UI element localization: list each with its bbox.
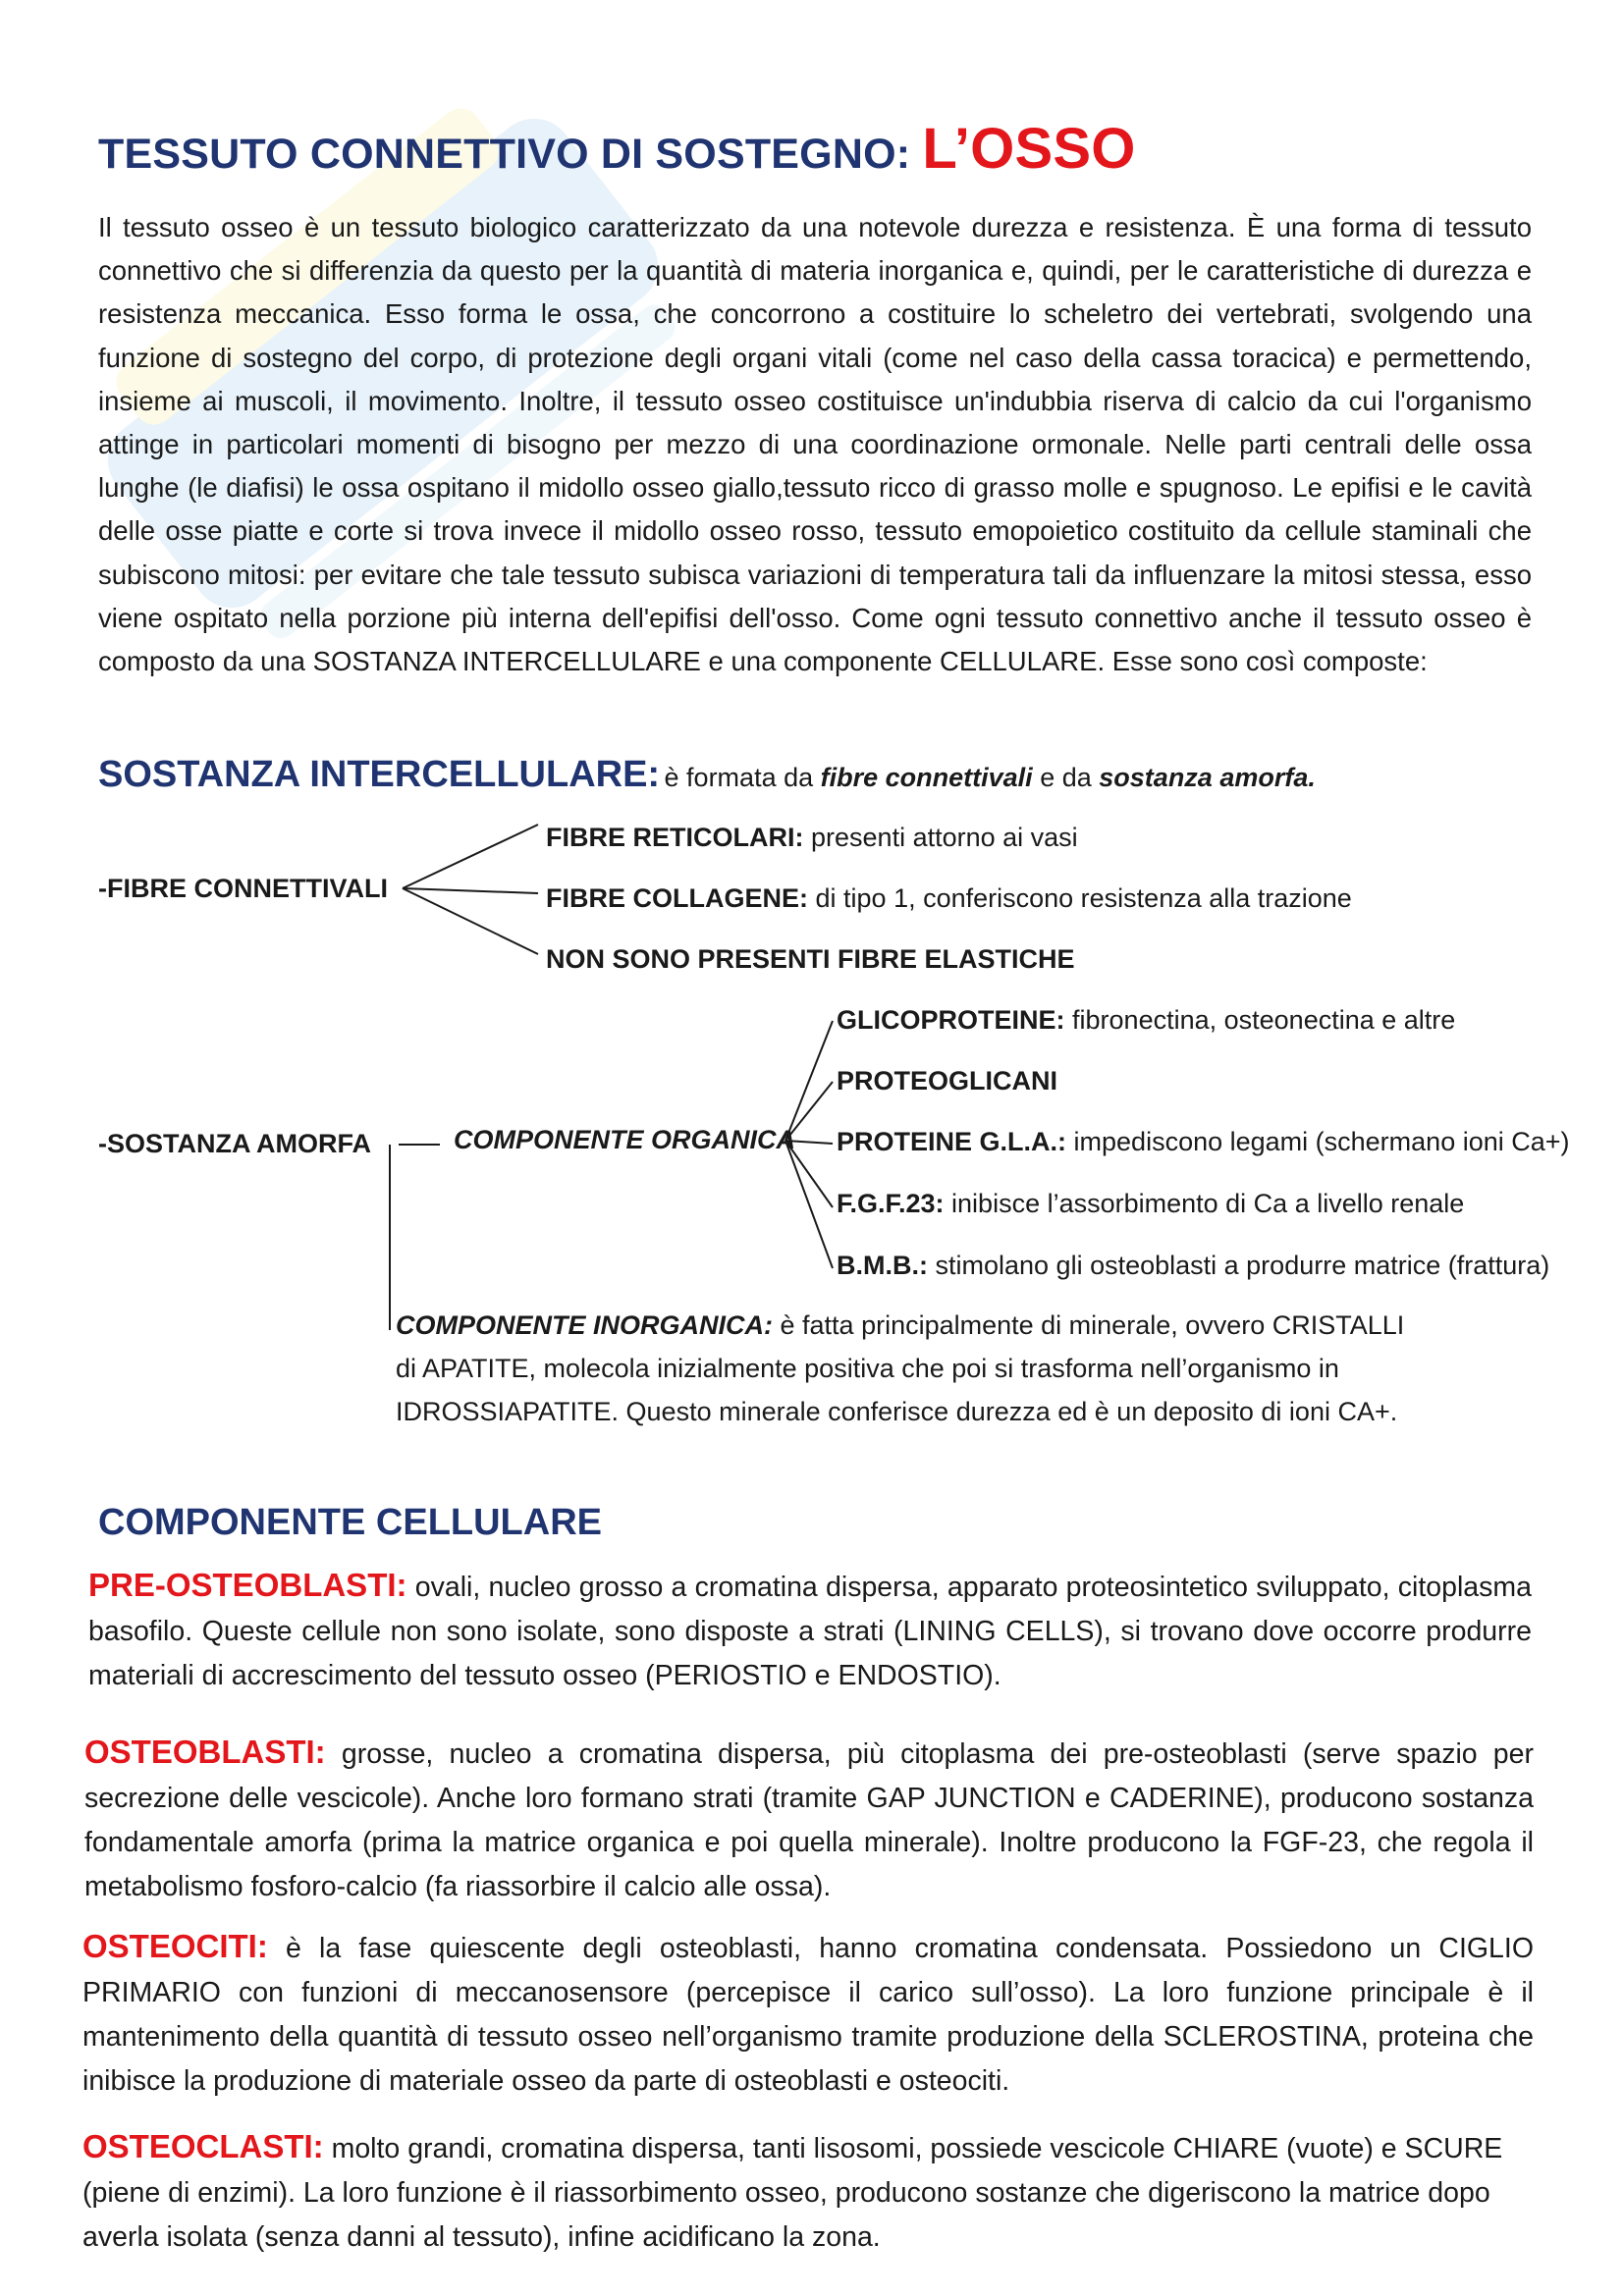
- organic-item-name: GLICOPROTEINE:: [837, 1005, 1065, 1035]
- sub-pre: è formata da: [664, 763, 814, 792]
- organic-item-name: PROTEOGLICANI: [837, 1066, 1058, 1095]
- organic-item: [837, 1251, 1549, 1281]
- cell-osteocytes: [82, 1924, 1534, 2104]
- fiber-item-reticular: [546, 823, 1078, 853]
- sub-mid: e da: [1040, 763, 1092, 792]
- cellular-heading: COMPONENTE CELLULARE: [98, 1502, 602, 1543]
- inorganic-block: [396, 1304, 1407, 1433]
- organic-item: [837, 1066, 1057, 1096]
- cell-name: OSTEOBLASTI:: [84, 1734, 326, 1770]
- inorganic-text: è fatta principalmente di minerale, ovvero CRISTALLI di APATITE, molecola inizialmente positiva che poi si trasforma nell’organismo in IDROSSIAPATITE. Questo minerale conferisce durezza ed è un deposito di ioni CA+.: [396, 1310, 1405, 1426]
- organic-item-desc: impediscono legami (schermano ioni Ca+): [1073, 1127, 1570, 1156]
- intro-paragraph: Il tessuto osseo è un tessuto biologico caratterizzato da una notevole durezza e resistenza. È una forma di tessuto connettivo che si differenzia da questo per la quantità di materia inorganica e, quindi, per le caratteristiche di durezza e resistenza meccanica. Esso forma le ossa, che concorrono a costituire lo scheletro dei vertebrati, svolgendo una funzione di sostegno del corpo, di protezione degli organi vitali (come nel caso della cassa toracica) e permettendo, insieme ai muscoli, il movimento. Inoltre, il tessuto osseo costituisce un'indubbia riserva di calcio da cui l'organismo attinge in particolari momenti di bisogno per mezzo di una coordinazione ormonale. Nelle parti centrali delle ossa lunghe (le diafisi) le ossa ospitano il midollo osseo giallo,tessuto ricco di grasso molle e spugnoso. Le epifisi e le cavità delle osse piatte e corte si trova invece il midollo osseo rosso, tessuto emopoietico costituito da cellule staminali che subiscono mitosi: per evitare che tale tessuto subisca variazioni di temperatura tali da influenzare la mitosi stessa, esso viene ospitato nella porzione più interna dell'epifisi dell'osso. Come ogni tessuto connettivo anche il tessuto osseo è composto da una SOSTANZA INTERCELLULARE e una componente CELLULARE. Esse sono così composte:: [98, 212, 1532, 677]
- cell-name: OSTEOCLASTI:: [82, 2128, 324, 2164]
- sub-amorfa: sostanza amorfa.: [1099, 763, 1316, 792]
- organic-item-name: B.M.B.:: [837, 1251, 928, 1280]
- cell-osteoblasts: [84, 1730, 1534, 1909]
- organic-item-desc: inibisce l’assorbimento di Ca a livello renale: [951, 1189, 1465, 1218]
- cell-pre-osteoblasts: [88, 1563, 1532, 1698]
- organic-label: COMPONENTE ORGANICA: [454, 1125, 796, 1154]
- fiber-item-desc: di tipo 1, conferiscono resistenza alla trazione: [815, 883, 1352, 913]
- cell-name: PRE-OSTEOBLASTI:: [88, 1567, 407, 1603]
- inorganic-label: COMPONENTE INORGANICA:: [396, 1310, 773, 1340]
- amorphous-label: -SOSTANZA AMORFA: [98, 1129, 371, 1158]
- organic-item: [837, 1127, 1570, 1157]
- organic-item: [837, 1189, 1464, 1219]
- fiber-item-name: FIBRE RETICOLARI:: [546, 823, 804, 852]
- sub-fibre: fibre connettivali: [820, 763, 1033, 792]
- fiber-item-elastic: [546, 944, 1075, 975]
- cell-name: OSTEOCITI:: [82, 1928, 268, 1964]
- organic-item: [837, 1005, 1455, 1036]
- fibers-label: -FIBRE CONNETTIVALI: [98, 874, 388, 903]
- fiber-item-collagen: [546, 883, 1352, 914]
- fiber-item-name: NON SONO PRESENTI FIBRE ELASTICHE: [546, 944, 1075, 974]
- cell-text: è la fase quiescente degli osteoblasti, hanno cromatina condensata. Possiedono un CIGLIO PRIMARIO con funzioni di meccanosensore (percepisce il carico sull’osso). La loro funzione principale è il mantenimento della quantità di tessuto osseo nell’organismo tramite produzione della SCLEROSTINA, proteina che inibisce la produzione di materiale osseo da parte di osteoblasti e osteociti.: [82, 1933, 1534, 2097]
- intercellular-heading: SOSTANZA INTERCELLULARE:: [98, 754, 661, 795]
- organic-item-desc: fibronectina, osteonectina e altre: [1072, 1005, 1456, 1035]
- title-accent: L’OSSO: [922, 117, 1136, 181]
- cell-text: ovali, nucleo grosso a cromatina dispersa, apparato proteosintetico sviluppato, citoplasma basofilo. Queste cellule non sono isolate, sono disposte a strati (LINING CELLS), si trovano dove occorre produrre materiali di accrescimento del tessuto osseo (PERIOSTIO e ENDOSTIO).: [88, 1572, 1532, 1691]
- fiber-item-name: FIBRE COLLAGENE:: [546, 883, 808, 913]
- title-main: TESSUTO CONNETTIVO DI SOSTEGNO:: [98, 131, 911, 178]
- organic-item-name: PROTEINE G.L.A.:: [837, 1127, 1067, 1156]
- organic-item-desc: stimolano gli osteoblasti a produrre matrice (frattura): [935, 1251, 1550, 1280]
- cell-text: molto grandi, cromatina dispersa, tanti lisosomi, possiede vescicole CHIARE (vuote) e SCURE (piene di enzimi). La loro funzione è il riassorbimento osseo, producono sostanze che digeriscono la matrice dopo averla isolata (senza danni al tessuto), infine acidificano la zona.: [82, 2133, 1503, 2253]
- fiber-item-desc: presenti attorno ai vasi: [811, 823, 1078, 852]
- cell-text: grosse, nucleo a cromatina dispersa, più citoplasma dei pre-osteoblasti (serve spazio per secrezione delle vescicole). Anche loro formano strati (tramite GAP JUNCTION e CADERINE), producono sostanza fondamentale amorfa (prima la matrice organica e poi quella minerale). Inoltre producono la FGF-23, che regola il metabolismo fosforo-calcio (fa riassorbire il calcio alle ossa).: [84, 1738, 1535, 1902]
- organic-item-name: F.G.F.23:: [837, 1189, 945, 1218]
- cell-osteoclasts: [82, 2124, 1534, 2260]
